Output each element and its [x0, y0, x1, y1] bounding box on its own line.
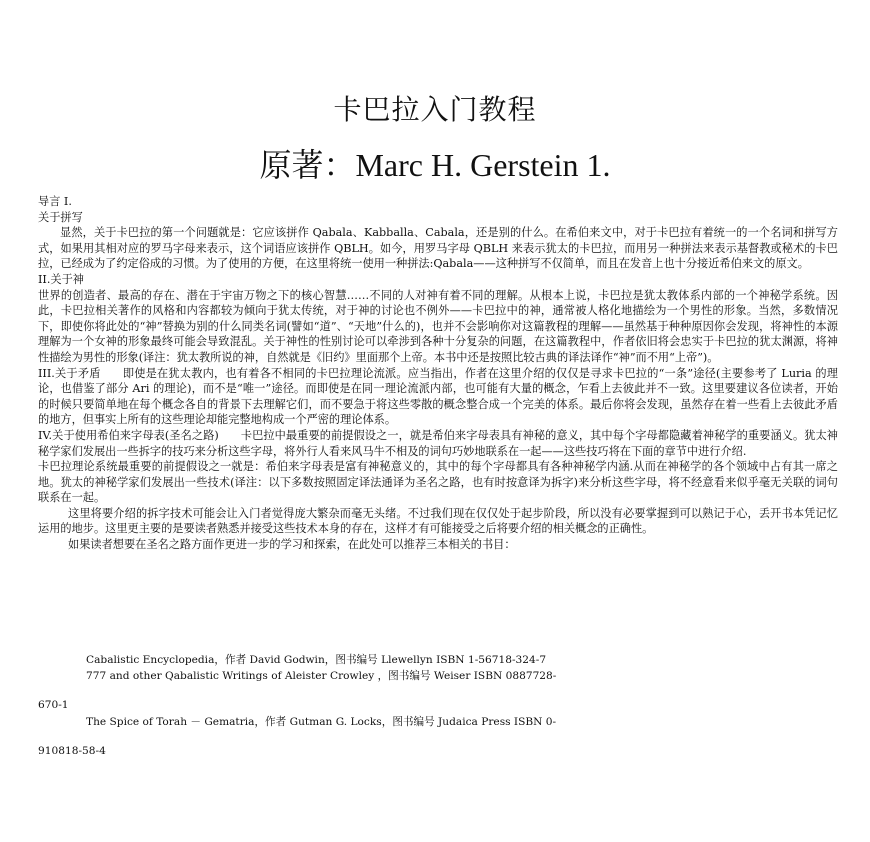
paragraph-techniques: 这里将要介绍的拆字技术可能会让入门者觉得庞大繁杂而毫无头绪。不过我们现在仅仅处于起步阶段，所以没有必要掌握到可以熟记于心，丢开书本凭记忆运用的地步。这里更主要的是要读者熟悉并接受这些技术本身的存在，这样才有可能接受之后将要介绍的相关概念的正确性。 [38, 506, 838, 536]
section-2-heading: II.关于神 [38, 272, 84, 286]
section-2-paragraph: 世界的创造者、最高的存在、潜在于宇宙万物之下的核心智慧……不同的人对神有着不同的理解。从根本上说，卡巴拉是犹太教体系内部的一个神秘学系统。因此，卡巴拉相关著作的风格和内容都较为倾向于犹太传统，对于神的讨论也不例外——卡巴拉中的神，通常被人格化地描绘为一个男性的形象。当然，多数情况下，即使你将此处的“神”替换为别的什么同类名词(譬如“道”、“天地”什么的)，也并不会影响你对这篇教程的理解——虽然基于种种原因你会发现，将神性的本源理解为一个女神的形象最终可能会导致混乱。关于神性的性别讨论可以牵涉到各种十分复杂的问题，在这篇教程中，作者依旧将会忠实于卡巴拉的犹太渊源，将神性描绘为男性的形象(译注：犹太教所说的神，自然就是《旧约》里面那个上帝。本书中还是按照比较古典的译法译作“神”而不用“上帝”)。 [38, 288, 838, 364]
document-subtitle: 原著：Marc H. Gerstein 1. [259, 147, 611, 183]
book-reference-2-continued: 670-1 [38, 699, 69, 711]
section-4-paragraph [38, 428, 838, 459]
paragraph-recommended-books: 如果读者想要在圣名之路方面作更进一步的学习和探索，在此处可以推荐三本相关的书目： [68, 538, 516, 552]
section-3-paragraph [38, 366, 838, 428]
section-1-paragraph: 显然，关于卡巴拉的第一个问题就是：它应该拼作 Qabala、Kabballa、Cabala，还是别的什么。在希伯来文中，对于卡巴拉有着统一的一个名词和拼写方式，如果用其相对应的罗马字母来表示，这个词语应该拼作 QBLH。如今，用罗马字母 QBLH 来表示犹太的卡巴拉，而用另一种拼法来表示基督教或秘术的卡巴拉，已经成为了约定俗成的习惯。为了使用的方便，在这里将统一使用一种拼法:Qabala——这种拼写不仅简单，而且在发音上也十分接近希伯来文的原文。 [38, 226, 838, 271]
book-reference-3-continued: 910818-58-4 [38, 745, 106, 757]
document-body [38, 194, 838, 553]
document-title: 卡巴拉入门教程 [333, 95, 537, 126]
section-4-text: 卡巴拉中最重要的前提假设之一，就是希伯来字母表具有神秘的意义，其中每个字母都隐藏着神秘学的重要涵义。犹太神秘学家们发展出一些拆字的技巧来分析这些字母，将外行人看来风马牛不相及的词句巧妙地联系在一起——这些技巧将在下面的章节中进行介绍. [38, 428, 838, 458]
intro-heading: 导言 I. [38, 195, 72, 208]
section-1-heading: 关于拼写 [38, 210, 83, 224]
book-reference-3: The Spice of Torah － Gematria，作者 Gutman G. Locks，图书编号 Judaica Press ISBN 0- [86, 716, 557, 728]
book-reference-1: Cabalistic Encyclopedia，作者 David Godwin，图书编号 Llewellyn ISBN 1-56718-324-7 [86, 654, 547, 666]
book-reference-2: 777 and other Qabalistic Writings of Aleister Crowley ，图书编号 Weiser ISBN 0887728- [86, 670, 557, 682]
section-4-heading: IV.关于使用希伯来字母表(圣名之路) [38, 428, 219, 442]
section-3-text: 即使是在犹太教内，也有着各不相同的卡巴拉理论流派。应当指出，作者在这里介绍的仅仅是寻求卡巴拉的“一条”途径(主要参考了 Luria 的理论，也借鉴了部分 Ari 的理论)，而不是“唯一”途径。而即使是在同一理论流派内部，也可能有大量的概念，乍看上去彼此并不一致。这里要建议各位读者，开始的时候只要简单地在每个概念各自的背景下去理解它们，而不要急于将这些零散的概念整合成一个完美的体系。最后你将会发现，虽然存在着一些看上去彼此矛盾的地方，但事实上所有的这些理论却能完整地构成一个严密的理论体系。 [38, 366, 838, 427]
paragraph-hebrew-alphabet: 卡巴拉理论系统最重要的前提假设之一就是：希伯来字母表是富有神秘意义的，其中的每个字母都具有各种神秘学内涵.从而在神秘学的各个领域中占有其一席之地。犹太的神秘学家们发展出一些技术(译注：以下多数按照固定译法通译为圣名之路，也有时按意译为拆字)来分析这些字母，将不经意看来似乎毫无关联的词句联系在一起。 [38, 460, 838, 505]
section-3-heading: III.关于矛盾 [38, 366, 101, 380]
